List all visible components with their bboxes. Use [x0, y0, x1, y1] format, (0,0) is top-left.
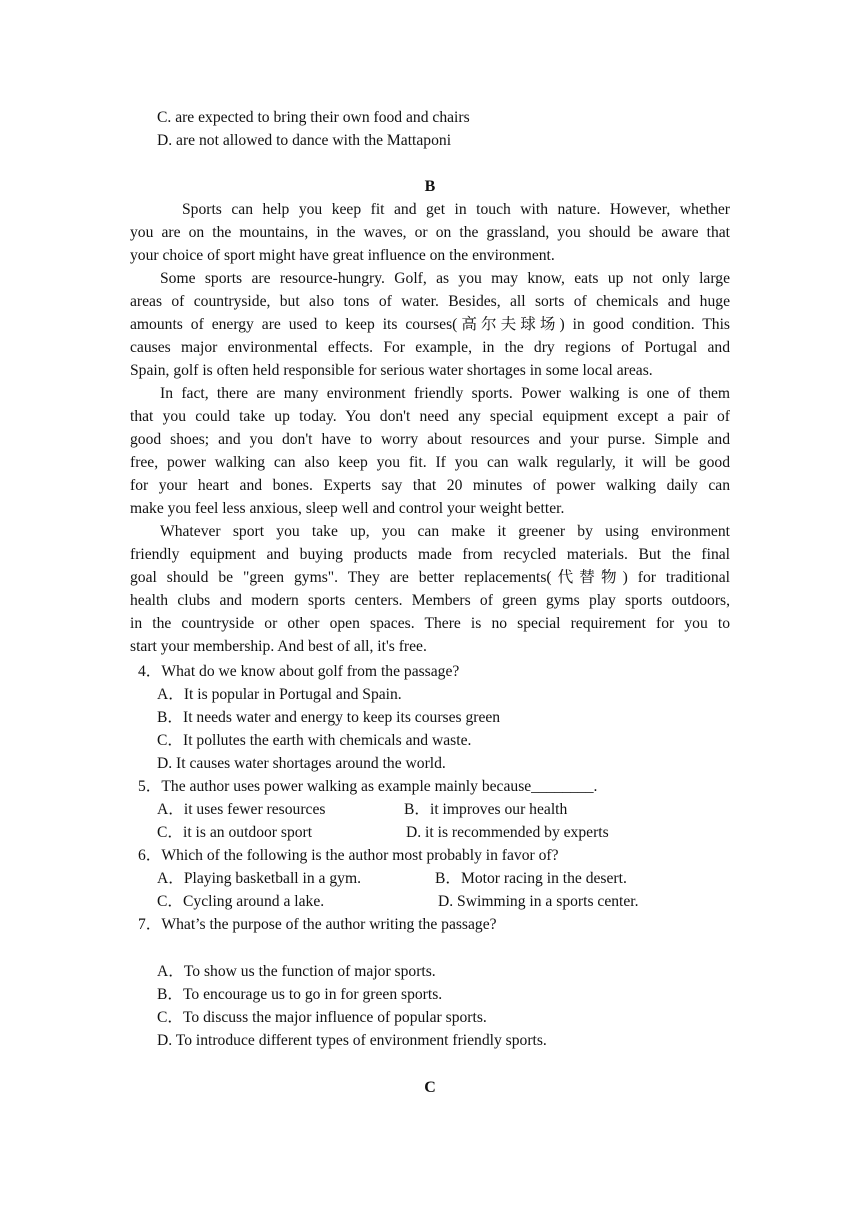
- question-4-option-c: C．It pollutes the earth with chemicals and waste.: [157, 732, 472, 749]
- paragraph-line: causes major environmental effects. For example, in the dry regions of Portugal and: [130, 339, 730, 356]
- question-6-option-b: B．Motor racing in the desert.: [435, 870, 627, 887]
- paragraph-line: in the countryside or other open spaces. There is no special requirement for you to: [130, 615, 730, 632]
- question-7-option-b: B．To encourage us to go in for green sports.: [157, 986, 443, 1003]
- question-5-option-b: B．it improves our health: [404, 801, 568, 818]
- section-c-heading: C: [424, 1079, 436, 1096]
- question-6-option-d: D. Swimming in a sports center.: [438, 893, 639, 910]
- prev-option-c: C. are expected to bring their own food and chairs: [157, 109, 470, 126]
- paragraph-line: areas of countryside, but also tons of water. Besides, all sorts of chemicals and huge: [130, 293, 730, 310]
- question-6-stem: 6．Which of the following is the author most probably in favor of?: [138, 847, 559, 864]
- paragraph-line: start your membership. And best of all, it's free.: [130, 638, 427, 655]
- paragraph-line: health clubs and modern sports centers. Members of green gyms play sports outdoors,: [130, 592, 730, 609]
- question-7-option-d: D. To introduce different types of environment friendly sports.: [157, 1032, 547, 1049]
- question-4-option-a: A．It is popular in Portugal and Spain.: [157, 686, 402, 703]
- paragraph-line: amounts of energy are used to keep its courses(高尔夫球场) in good condition. This: [130, 316, 730, 333]
- paragraph-line: you are on the mountains, in the waves, or on the grassland, you should be aware that: [130, 224, 730, 241]
- paragraph-line: free, power walking can also keep you fit. If you can walk regularly, it will be good: [130, 454, 730, 471]
- question-5-option-d: D. it is recommended by experts: [406, 824, 609, 841]
- paragraph-line: goal should be "green gyms". They are better replacements(代替物) for traditional: [130, 569, 730, 586]
- paragraph-line: good shoes; and you don't have to worry about resources and your purse. Simple and: [130, 431, 730, 448]
- paragraph-line: for your heart and bones. Experts say that 20 minutes of power walking daily can: [130, 477, 730, 494]
- question-6-option-a: A．Playing basketball in a gym.: [157, 870, 361, 887]
- question-5-stem: 5．The author uses power walking as example mainly because________.: [138, 778, 598, 795]
- paragraph-line: that you could take up today. You don't need any special equipment except a pair of: [130, 408, 730, 425]
- question-4-option-d: D. It causes water shortages around the world.: [157, 755, 446, 772]
- paragraph-line: Some sports are resource-hungry. Golf, as you may know, eats up not only large: [160, 270, 730, 287]
- paragraph-line: Spain, golf is often held responsible for serious water shortages in some local areas.: [130, 362, 653, 379]
- question-5-option-c: C．it is an outdoor sport: [157, 824, 313, 841]
- paragraph-line: Whatever sport you take up, you can make it greener by using environment: [160, 523, 730, 540]
- question-4-option-b: B．It needs water and energy to keep its courses green: [157, 709, 501, 726]
- question-7-option-c: C．To discuss the major influence of popular sports.: [157, 1009, 487, 1026]
- paragraph-line: your choice of sport might have great influence on the environment.: [130, 247, 555, 264]
- question-4-stem: 4．What do we know about golf from the passage?: [138, 663, 460, 680]
- question-5-option-a: A．it uses fewer resources: [157, 801, 326, 818]
- prev-option-d: D. are not allowed to dance with the Mattaponi: [157, 132, 452, 149]
- section-b-heading: B: [424, 178, 436, 195]
- question-7-option-a: A．To show us the function of major sports.: [157, 963, 436, 980]
- paragraph-line: In fact, there are many environment friendly sports. Power walking is one of them: [160, 385, 730, 402]
- paragraph-line: make you feel less anxious, sleep well and control your weight better.: [130, 500, 565, 517]
- paragraph-line: friendly equipment and buying products made from recycled materials. But the final: [130, 546, 730, 563]
- question-7-stem: 7．What’s the purpose of the author writing the passage?: [138, 916, 497, 933]
- paragraph-line: Sports can help you keep fit and get in touch with nature. However, whether: [182, 201, 730, 218]
- question-6-option-c: C．Cycling around a lake.: [157, 893, 325, 910]
